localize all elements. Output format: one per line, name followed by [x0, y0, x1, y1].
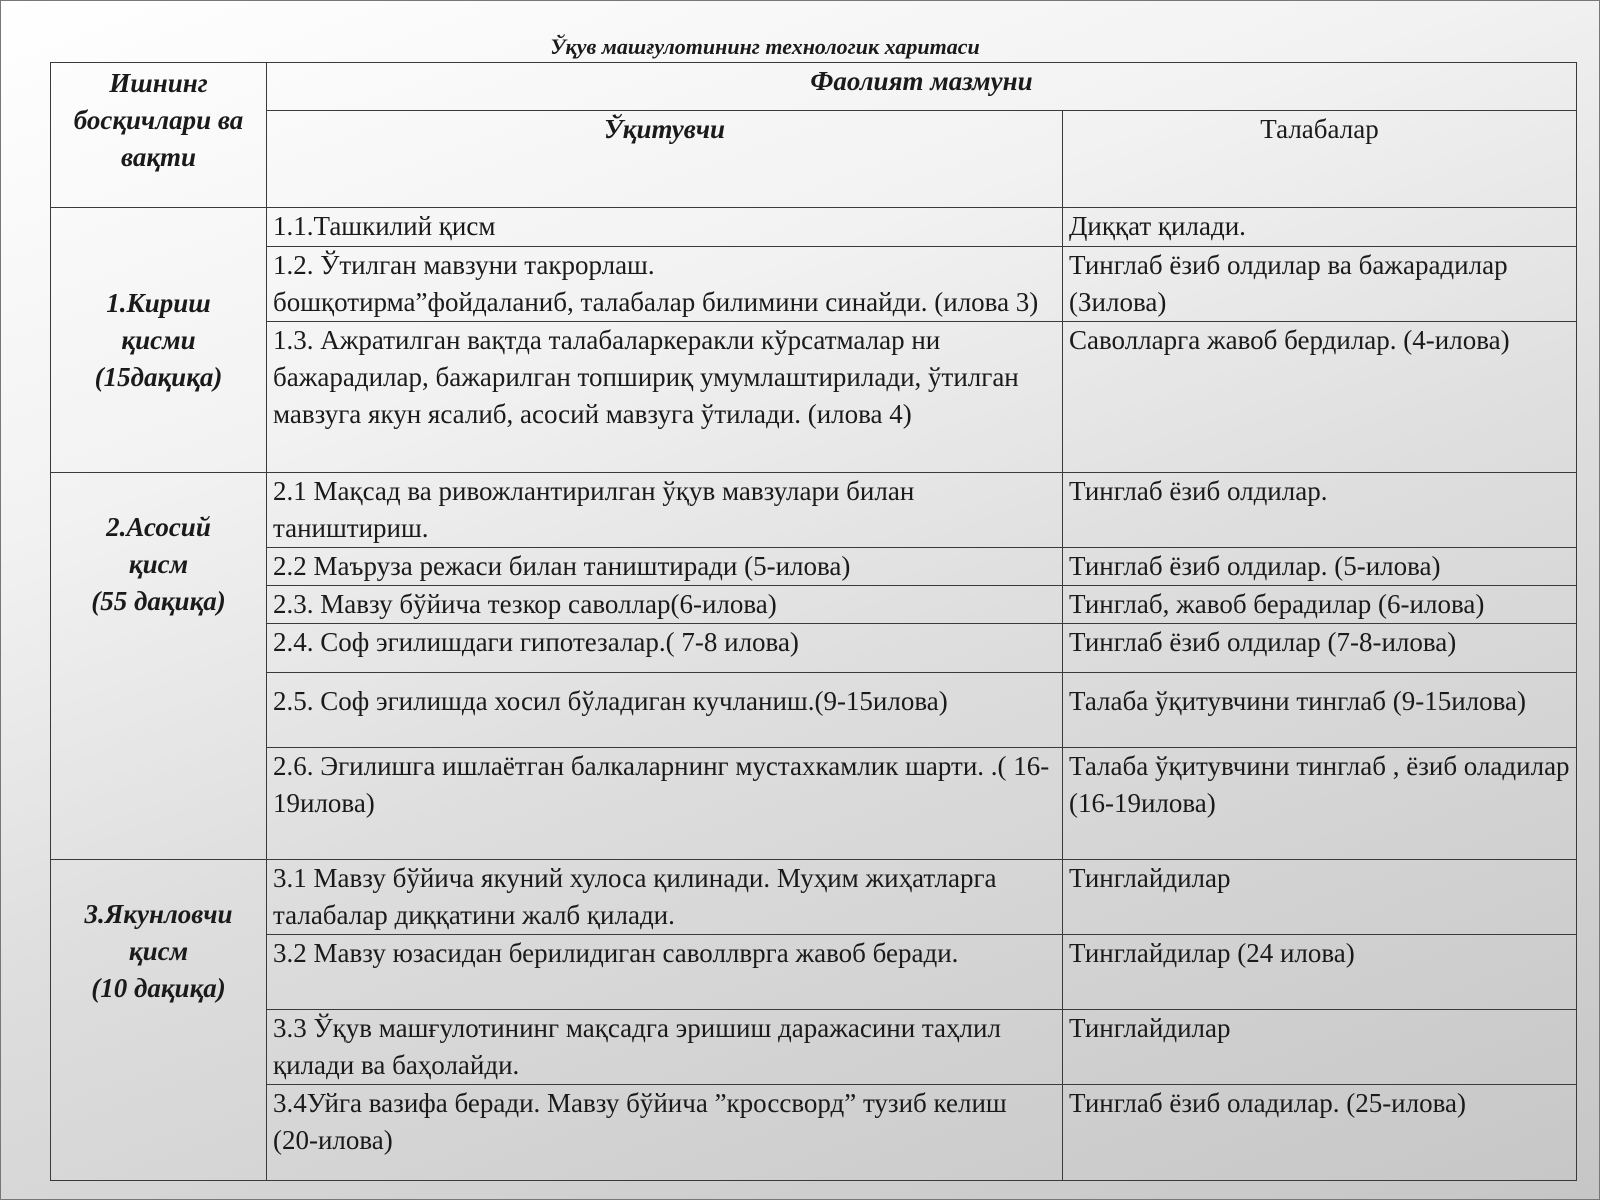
table-row: [51, 1085, 1577, 1181]
stages-header-line3: вақти: [120, 142, 197, 172]
teacher-cell: [267, 247, 1063, 322]
students-cell: Тинглаб, жавоб берадилар (6-илова): [1063, 586, 1577, 624]
teacher-cell-line2: бошқотирма”фойдаланиб, талабалар билимини синайди. (илова 3): [273, 287, 1039, 317]
table-row: [51, 548, 1577, 586]
students-cell: Тинглаб ёзиб олдилар (7-8-илова): [1063, 624, 1577, 673]
students-cell: Талаба ўқитувчини тинглаб (9-15илова): [1063, 673, 1577, 748]
students-cell: Тинглайдилар (24 илова): [1063, 935, 1577, 1010]
stage-3-title: 3.Якунловчи: [84, 899, 233, 929]
teacher-cell-line1: 1.2. Ўтилган мавзуни такрорлаш.: [273, 250, 655, 280]
teacher-cell: 2.2 Маъруза режаси билан таништиради (5-илова): [267, 548, 1063, 586]
stage-3-duration: (10 дақиқа): [91, 973, 226, 1003]
teacher-cell: 2.6. Эгилишга ишлаётган балкаларнинг мустахкамлик шарти. .( 16-19илова): [267, 748, 1063, 860]
stage-2-duration: (55 дақиқа): [91, 586, 226, 616]
students-cell: Саволларга жавоб бердилар. (4-илова): [1063, 322, 1577, 473]
stage-1-duration: (15дақиқа): [94, 361, 223, 392]
teacher-cell: 2.5. Соф эгилишда хосил бўладиган кучланиш.(9-15илова): [267, 673, 1063, 748]
teacher-cell: 3.3 Ўқув машғулотининг мақсадга эришиш даражасини таҳлил қилади ва баҳолайди.: [267, 1010, 1063, 1085]
table-row: [51, 860, 1577, 935]
teacher-cell: 2.3. Мавзу бўйича тезкор саволлар(6-илова): [267, 586, 1063, 624]
stages-header-line1: Ишнинг: [109, 68, 208, 98]
students-cell: Диққат қилади.: [1063, 208, 1577, 247]
teacher-cell: 1.1.Ташкилий қисм: [267, 208, 1063, 247]
students-cell: Тинглайдилар: [1063, 1010, 1577, 1085]
activity-header-cell: Фаолият мазмуни: [267, 63, 1577, 111]
stage-1-title: 1.Кириш: [106, 287, 211, 318]
teacher-cell: 3.2 Мавзу юзасидан берилидиган саволлврга жавоб беради.: [267, 935, 1063, 1010]
table-row: [51, 748, 1577, 860]
table-row: [51, 1010, 1577, 1085]
students-header-cell: Талабалар: [1063, 111, 1577, 208]
stage-3-cell: [51, 860, 267, 1181]
stage-1-subtitle: қисми: [121, 324, 196, 355]
stage-1-cell: [51, 208, 267, 473]
table-row: [51, 935, 1577, 1010]
stages-header-cell: [51, 63, 267, 208]
students-cell: Тинглаб ёзиб оладилар. (25-илова): [1063, 1085, 1577, 1181]
table-row: [51, 586, 1577, 624]
page-title: Ўқув машғулотининг технологик харитаси: [550, 34, 980, 59]
table-row: [51, 322, 1577, 473]
header-row-1: [51, 63, 1577, 111]
stages-header-line2: босқичлари ва: [73, 105, 244, 135]
stage-3-subtitle: қисм: [128, 936, 189, 966]
table-row: [51, 624, 1577, 673]
students-cell: Тинглаб ёзиб олдилар.: [1063, 473, 1577, 548]
header-row-2: [51, 111, 1577, 208]
teacher-cell: 2.1 Мақсад ва ривожлантирилган ўқув мавзулари билан таништириш.: [267, 473, 1063, 548]
teacher-cell: 2.4. Соф эгилишдаги гипотезалар.( 7-8 илова): [267, 624, 1063, 673]
teacher-cell: 3.4Уйга вазифа беради. Мавзу бўйича ”кроссворд” тузиб келиш (20-илова): [267, 1085, 1063, 1181]
technology-map-table: [50, 62, 1577, 1181]
table-row: [51, 208, 1577, 247]
stage-2-title: 2.Асосий: [106, 512, 211, 542]
stage-2-subtitle: қисм: [128, 549, 189, 579]
teacher-header-cell: Ўқитувчи: [267, 111, 1063, 208]
table-row: [51, 473, 1577, 548]
teacher-cell: 1.3. Ажратилган вақтда талабаларкеракли кўрсатмалар ни бажарадилар, бажарилган топшириқ умумлаштирилади, ўтилган мавзуга якун ясалиб, асосий мавзуга ўтилади. (илова 4): [267, 322, 1063, 473]
students-cell: Талаба ўқитувчини тинглаб , ёзиб оладилар (16-19илова): [1063, 748, 1577, 860]
students-cell: Тинглайдилар: [1063, 860, 1577, 935]
table-row: [51, 673, 1577, 748]
students-cell: Тинглаб ёзиб олдилар. (5-илова): [1063, 548, 1577, 586]
students-cell: Тинглаб ёзиб олдилар ва бажарадилар (Зилова): [1063, 247, 1577, 322]
table-row: [51, 247, 1577, 322]
teacher-cell: 3.1 Мавзу бўйича якуний хулоса қилинади. Муҳим жиҳатларга талабалар диққатини жалб қилади.: [267, 860, 1063, 935]
stage-2-cell: [51, 473, 267, 860]
